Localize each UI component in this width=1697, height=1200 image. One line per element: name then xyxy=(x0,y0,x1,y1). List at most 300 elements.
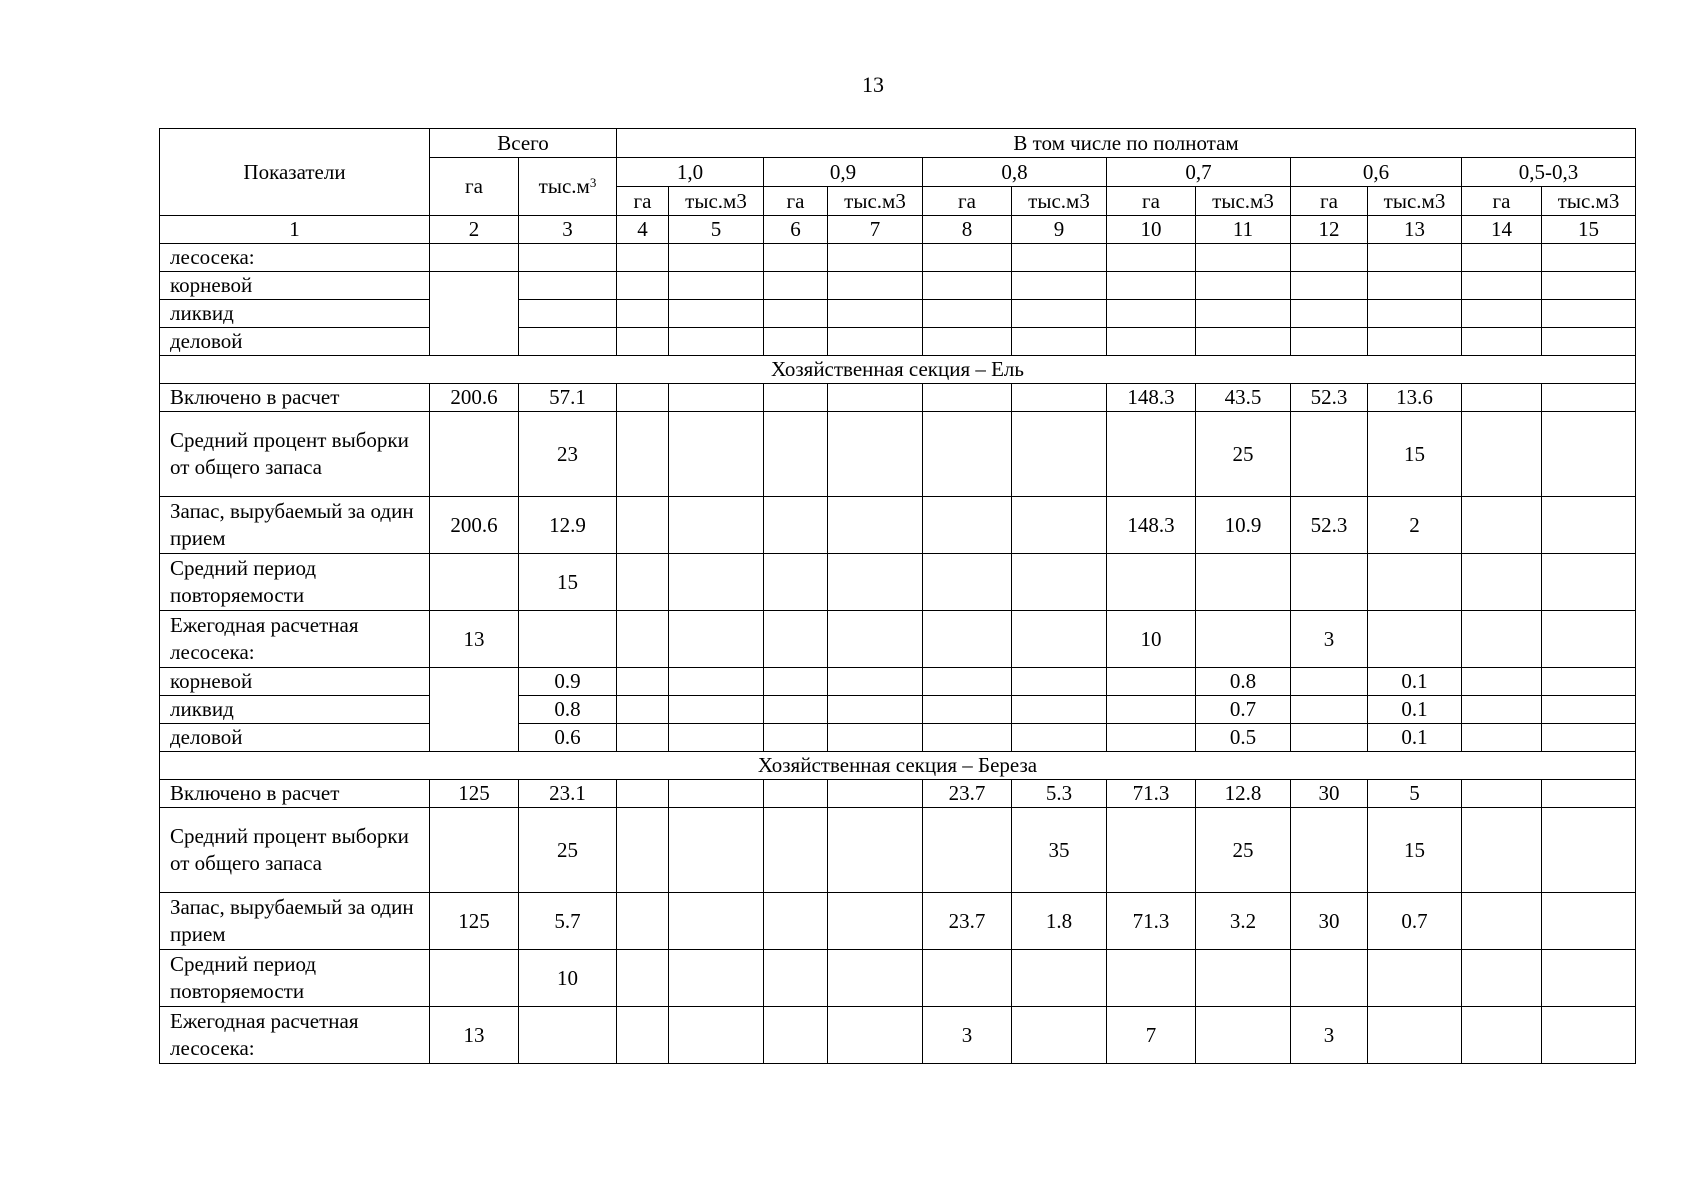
table-cell xyxy=(828,497,923,554)
table-cell xyxy=(923,412,1012,497)
table-row xyxy=(160,497,1636,554)
section-title: Хозяйственная секция – Ель xyxy=(160,356,1636,384)
column-number: 13 xyxy=(1368,216,1462,244)
subheader-ha: га xyxy=(1107,187,1196,216)
table-row xyxy=(160,272,1636,300)
header-indicators: Показатели xyxy=(160,129,430,216)
subheader-ha: га xyxy=(1291,187,1368,216)
table-cell xyxy=(1368,554,1462,611)
table-cell: 30 xyxy=(1291,780,1368,808)
table-cell xyxy=(669,1007,764,1064)
column-number: 7 xyxy=(828,216,923,244)
header-density-1: 1,0 xyxy=(617,158,764,187)
column-number: 4 xyxy=(617,216,669,244)
table-cell xyxy=(1196,950,1291,1007)
table-cell xyxy=(1368,950,1462,1007)
table-cell xyxy=(1542,554,1636,611)
table-cell: 3 xyxy=(1291,1007,1368,1064)
table-cell xyxy=(1542,328,1636,356)
table-cell xyxy=(1462,300,1542,328)
table-cell xyxy=(617,1007,669,1064)
subheader-ha: га xyxy=(617,187,669,216)
table-cell xyxy=(828,808,923,893)
table-cell xyxy=(923,724,1012,752)
column-number: 1 xyxy=(160,216,430,244)
table-cell xyxy=(923,611,1012,668)
table-cell xyxy=(828,554,923,611)
table-cell xyxy=(1542,611,1636,668)
table-cell xyxy=(1291,724,1368,752)
table-cell xyxy=(1542,497,1636,554)
table-cell xyxy=(1291,328,1368,356)
table-cell: 7 xyxy=(1107,1007,1196,1064)
table-cell xyxy=(1291,412,1368,497)
table-cell: 0.9 xyxy=(519,668,617,696)
table-cell xyxy=(519,244,617,272)
subheader-thous-m3: тыс.м3 xyxy=(1368,187,1462,216)
header-density-6: 0,5-0,3 xyxy=(1462,158,1636,187)
table-cell xyxy=(764,300,828,328)
table-cell xyxy=(669,696,764,724)
table-cell xyxy=(430,272,519,356)
subheader-thous-m3: тыс.м3 xyxy=(1012,187,1107,216)
table-cell xyxy=(617,696,669,724)
table-cell xyxy=(617,244,669,272)
table-cell xyxy=(828,780,923,808)
row-label: Средний процент выборки от общего запаса xyxy=(160,412,430,497)
table-cell xyxy=(923,554,1012,611)
table-cell xyxy=(764,272,828,300)
table-cell xyxy=(1107,554,1196,611)
table-cell xyxy=(669,244,764,272)
column-number: 10 xyxy=(1107,216,1196,244)
table-cell xyxy=(1542,808,1636,893)
table-cell: 200.6 xyxy=(430,384,519,412)
row-label: Включено в расчет xyxy=(160,780,430,808)
table-cell: 3.2 xyxy=(1196,893,1291,950)
table-cell xyxy=(1462,780,1542,808)
table-cell xyxy=(828,412,923,497)
table-cell xyxy=(617,724,669,752)
table-cell xyxy=(1196,300,1291,328)
table-cell xyxy=(669,780,764,808)
table-row xyxy=(160,412,1636,497)
table-row xyxy=(160,384,1636,412)
page-number: 13 xyxy=(862,72,884,97)
table-cell xyxy=(669,328,764,356)
table-cell xyxy=(1462,328,1542,356)
table-row xyxy=(160,893,1636,950)
table-cell xyxy=(1012,724,1107,752)
table-cell xyxy=(1542,780,1636,808)
table-cell xyxy=(828,893,923,950)
column-number: 12 xyxy=(1291,216,1368,244)
table-cell: 3 xyxy=(1291,611,1368,668)
table-cell: 0.8 xyxy=(519,696,617,724)
table-cell: 0.1 xyxy=(1368,724,1462,752)
row-label: Запас, вырубаемый за один прием xyxy=(160,497,430,554)
table-cell: 30 xyxy=(1291,893,1368,950)
table-cell xyxy=(828,1007,923,1064)
table-cell xyxy=(430,244,519,272)
table-cell xyxy=(669,724,764,752)
table-cell: 10.9 xyxy=(1196,497,1291,554)
column-number: 2 xyxy=(430,216,519,244)
table-cell xyxy=(1462,724,1542,752)
table-cell xyxy=(1107,668,1196,696)
table-cell xyxy=(1462,497,1542,554)
table-cell xyxy=(1291,668,1368,696)
table-cell: 0.7 xyxy=(1368,893,1462,950)
table-cell xyxy=(430,554,519,611)
table-cell xyxy=(617,780,669,808)
table-cell: 125 xyxy=(430,780,519,808)
table-cell xyxy=(1368,244,1462,272)
subheader-ha: га xyxy=(764,187,828,216)
table-cell xyxy=(669,272,764,300)
table-cell xyxy=(764,780,828,808)
table-cell xyxy=(430,950,519,1007)
table-cell xyxy=(828,696,923,724)
table-cell xyxy=(1462,893,1542,950)
table-cell xyxy=(923,272,1012,300)
table-cell xyxy=(430,668,519,752)
table-cell xyxy=(828,384,923,412)
table-row xyxy=(160,808,1636,893)
table-cell xyxy=(1196,611,1291,668)
table-cell xyxy=(669,412,764,497)
table-cell xyxy=(764,384,828,412)
table-cell: 71.3 xyxy=(1107,893,1196,950)
table-cell xyxy=(1196,554,1291,611)
table-cell xyxy=(1107,244,1196,272)
table-cell xyxy=(617,808,669,893)
table-cell xyxy=(1107,724,1196,752)
table-cell xyxy=(430,412,519,497)
row-label: деловой xyxy=(160,328,430,356)
row-label: Средний процент выборки от общего запаса xyxy=(160,808,430,893)
table-cell xyxy=(1462,950,1542,1007)
subheader-thous-m3: тыс.м3 xyxy=(669,187,764,216)
table-cell: 1.8 xyxy=(1012,893,1107,950)
table-cell: 0.1 xyxy=(1368,696,1462,724)
table-cell: 10 xyxy=(519,950,617,1007)
row-label: лесосека: xyxy=(160,244,430,272)
table-cell xyxy=(519,611,617,668)
row-label: деловой xyxy=(160,724,430,752)
subheader-thous-m3: тыс.м3 xyxy=(1196,187,1291,216)
table-cell xyxy=(764,497,828,554)
header-by-density: В том числе по полнотам xyxy=(617,129,1636,158)
table-cell xyxy=(1012,272,1107,300)
table-cell xyxy=(764,950,828,1007)
table-cell: 52.3 xyxy=(1291,384,1368,412)
table-cell: 25 xyxy=(1196,808,1291,893)
table-cell xyxy=(1462,244,1542,272)
table-row xyxy=(160,554,1636,611)
table-cell xyxy=(1291,300,1368,328)
row-label: Ежегодная расчетная лесосека: xyxy=(160,1007,430,1064)
table-cell xyxy=(764,328,828,356)
table-cell: 0.6 xyxy=(519,724,617,752)
table-cell xyxy=(1368,272,1462,300)
table-cell: 25 xyxy=(1196,412,1291,497)
table-cell xyxy=(669,554,764,611)
table-cell xyxy=(519,328,617,356)
header-density-4: 0,7 xyxy=(1107,158,1291,187)
table-cell xyxy=(1542,412,1636,497)
table-cell xyxy=(1107,328,1196,356)
table-cell xyxy=(617,611,669,668)
table-row xyxy=(160,724,1636,752)
table-cell xyxy=(1462,611,1542,668)
table-cell xyxy=(764,893,828,950)
table-row xyxy=(160,696,1636,724)
table-cell: 43.5 xyxy=(1196,384,1291,412)
table-cell xyxy=(1012,300,1107,328)
table-cell xyxy=(1012,384,1107,412)
column-number: 14 xyxy=(1462,216,1542,244)
table-cell: 5.3 xyxy=(1012,780,1107,808)
table-cell xyxy=(1542,384,1636,412)
table-cell: 57.1 xyxy=(519,384,617,412)
subheader-ha: га xyxy=(1462,187,1542,216)
table-cell xyxy=(828,272,923,300)
table-cell: 15 xyxy=(1368,412,1462,497)
column-number: 6 xyxy=(764,216,828,244)
subheader-ha: га xyxy=(923,187,1012,216)
header-density-5: 0,6 xyxy=(1291,158,1462,187)
table-cell xyxy=(1368,611,1462,668)
table-cell xyxy=(617,384,669,412)
row-label: Средний период повторяемости xyxy=(160,950,430,1007)
table-cell: 5 xyxy=(1368,780,1462,808)
table-cell: 148.3 xyxy=(1107,497,1196,554)
table-cell: 0.1 xyxy=(1368,668,1462,696)
header-density-3: 0,8 xyxy=(923,158,1107,187)
table-cell xyxy=(923,244,1012,272)
table-cell xyxy=(617,893,669,950)
row-label: ликвид xyxy=(160,300,430,328)
column-number: 15 xyxy=(1542,216,1636,244)
table-cell xyxy=(519,300,617,328)
table-cell xyxy=(669,611,764,668)
table-cell xyxy=(1291,696,1368,724)
table-cell: 125 xyxy=(430,893,519,950)
table-cell xyxy=(617,300,669,328)
table-cell xyxy=(1107,808,1196,893)
table-cell xyxy=(1196,272,1291,300)
table-cell xyxy=(669,668,764,696)
table-cell xyxy=(1542,668,1636,696)
table-cell: 2 xyxy=(1368,497,1462,554)
table-cell xyxy=(1107,950,1196,1007)
section-header-row xyxy=(160,356,1636,384)
table-cell xyxy=(1542,893,1636,950)
table-row xyxy=(160,950,1636,1007)
table-cell xyxy=(1196,244,1291,272)
table-cell xyxy=(1462,808,1542,893)
table-cell xyxy=(764,412,828,497)
table-row xyxy=(160,328,1636,356)
table-cell: 10 xyxy=(1107,611,1196,668)
table-cell xyxy=(828,300,923,328)
table-cell xyxy=(764,244,828,272)
table-cell xyxy=(764,1007,828,1064)
table-cell xyxy=(669,808,764,893)
header-density-2: 0,9 xyxy=(764,158,923,187)
table-cell xyxy=(1291,808,1368,893)
table-cell xyxy=(828,328,923,356)
table-cell xyxy=(1368,300,1462,328)
row-label: корневой xyxy=(160,272,430,300)
header-total-thous-m3: $тыс.м^3$ xyxy=(519,158,617,216)
table-cell xyxy=(923,808,1012,893)
column-numbers-row xyxy=(160,216,1636,244)
table-cell xyxy=(1542,300,1636,328)
table-cell: 0.8 xyxy=(1196,668,1291,696)
table-cell: 71.3 xyxy=(1107,780,1196,808)
table-cell xyxy=(764,554,828,611)
table-cell xyxy=(617,412,669,497)
table-row xyxy=(160,780,1636,808)
table-cell: 0.7 xyxy=(1196,696,1291,724)
table-cell xyxy=(1462,696,1542,724)
table-cell: 12.9 xyxy=(519,497,617,554)
table-cell xyxy=(1462,412,1542,497)
table-cell xyxy=(923,300,1012,328)
table-cell xyxy=(828,244,923,272)
table-row xyxy=(160,611,1636,668)
table-cell xyxy=(617,668,669,696)
table-cell xyxy=(1542,244,1636,272)
table-cell xyxy=(764,808,828,893)
table-cell xyxy=(923,668,1012,696)
table-cell xyxy=(828,950,923,1007)
table-cell xyxy=(519,1007,617,1064)
table-cell xyxy=(1542,724,1636,752)
table-cell: 52.3 xyxy=(1291,497,1368,554)
table-cell xyxy=(1368,328,1462,356)
table-cell xyxy=(617,497,669,554)
table-cell: 35 xyxy=(1012,808,1107,893)
row-label: ликвид xyxy=(160,696,430,724)
table-cell xyxy=(617,950,669,1007)
table-cell xyxy=(1012,1007,1107,1064)
table-cell xyxy=(617,272,669,300)
table-cell xyxy=(1291,244,1368,272)
table-cell xyxy=(1012,412,1107,497)
subheader-thous-m3: тыс.м3 xyxy=(1542,187,1636,216)
table-cell xyxy=(1107,300,1196,328)
table-cell: 25 xyxy=(519,808,617,893)
table-cell: 23.7 xyxy=(923,893,1012,950)
table-cell: 5.7 xyxy=(519,893,617,950)
table-cell xyxy=(923,328,1012,356)
table-cell xyxy=(430,808,519,893)
table-row xyxy=(160,300,1636,328)
table-cell xyxy=(1462,272,1542,300)
table-cell: 0.5 xyxy=(1196,724,1291,752)
table-cell xyxy=(669,384,764,412)
table-cell xyxy=(669,497,764,554)
table-cell xyxy=(1462,554,1542,611)
table-cell xyxy=(669,950,764,1007)
table-cell xyxy=(923,950,1012,1007)
table-cell: 13 xyxy=(430,1007,519,1064)
table-cell xyxy=(1012,696,1107,724)
table-cell xyxy=(1012,668,1107,696)
table-cell xyxy=(1107,272,1196,300)
table-cell xyxy=(669,893,764,950)
table-cell xyxy=(1542,1007,1636,1064)
table-cell xyxy=(1196,328,1291,356)
table-cell xyxy=(1291,554,1368,611)
table-cell xyxy=(1012,950,1107,1007)
table-cell xyxy=(1012,554,1107,611)
row-label: корневой xyxy=(160,668,430,696)
table-cell xyxy=(764,724,828,752)
column-number: 5 xyxy=(669,216,764,244)
table-cell xyxy=(519,272,617,300)
table-cell xyxy=(669,300,764,328)
table-cell xyxy=(923,384,1012,412)
forest-yield-table xyxy=(159,128,1636,1064)
table-cell: 23.7 xyxy=(923,780,1012,808)
table-cell xyxy=(828,724,923,752)
table-cell xyxy=(1291,950,1368,1007)
table-cell xyxy=(1012,611,1107,668)
table-cell: 12.8 xyxy=(1196,780,1291,808)
table-row xyxy=(160,668,1636,696)
table-cell xyxy=(1462,1007,1542,1064)
section-header-row xyxy=(160,752,1636,780)
table-cell: 15 xyxy=(1368,808,1462,893)
table-cell xyxy=(617,554,669,611)
header-total: Всего xyxy=(430,129,617,158)
table-cell xyxy=(764,696,828,724)
table-cell xyxy=(1012,497,1107,554)
table-cell xyxy=(923,696,1012,724)
table-row xyxy=(160,1007,1636,1064)
row-label: Средний период повторяемости xyxy=(160,554,430,611)
table-cell: 3 xyxy=(923,1007,1012,1064)
table-cell xyxy=(764,611,828,668)
table-cell: 200.6 xyxy=(430,497,519,554)
table-cell xyxy=(1462,668,1542,696)
table-cell xyxy=(1012,328,1107,356)
column-number: 11 xyxy=(1196,216,1291,244)
row-label: Включено в расчет xyxy=(160,384,430,412)
section-title: Хозяйственная секция – Береза xyxy=(160,752,1636,780)
table-cell xyxy=(1291,272,1368,300)
table-cell xyxy=(828,668,923,696)
table-row xyxy=(160,244,1636,272)
table-cell xyxy=(764,668,828,696)
table-cell xyxy=(1368,1007,1462,1064)
table-cell: 13 xyxy=(430,611,519,668)
table-cell xyxy=(828,611,923,668)
table-cell xyxy=(923,497,1012,554)
table-cell xyxy=(1107,696,1196,724)
column-number: 3 xyxy=(519,216,617,244)
subheader-thous-m3: тыс.м3 xyxy=(828,187,923,216)
table-cell xyxy=(1542,950,1636,1007)
table-cell: 23.1 xyxy=(519,780,617,808)
row-label: Запас, вырубаемый за один прием xyxy=(160,893,430,950)
table-cell: 15 xyxy=(519,554,617,611)
table-cell: 13.6 xyxy=(1368,384,1462,412)
